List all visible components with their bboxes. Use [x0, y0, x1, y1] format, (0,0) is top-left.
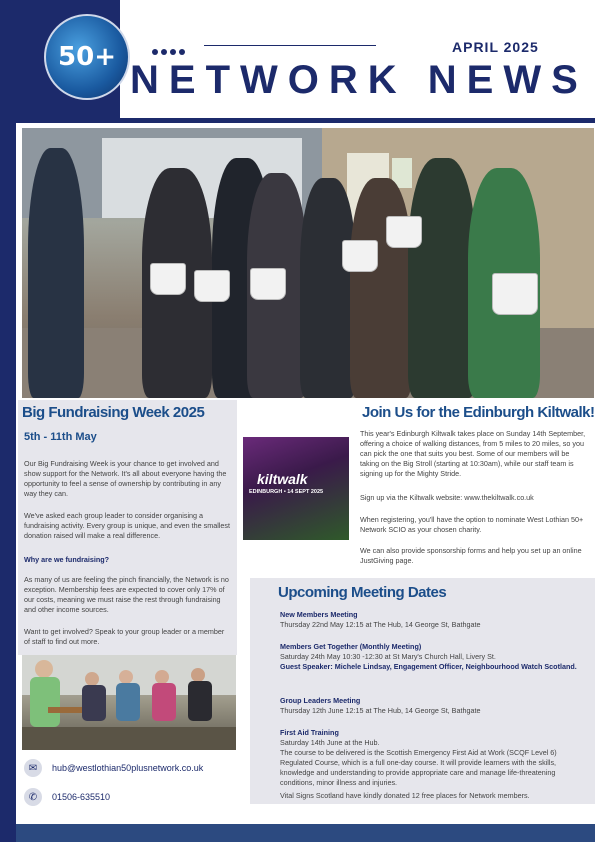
kiltwalk-logo-text: kiltwalk: [257, 471, 308, 487]
fundraising-paragraph-3: As many of us are feeling the pinch financially, the Network is no exception. Membership fees are expected to cover only 17% of our costs, meaning we must raise the rest through fundraising and other income sources.: [24, 575, 229, 614]
meeting-1-detail: Thursday 22nd May 12:15 at The Hub, 14 George St, Bathgate: [280, 620, 481, 629]
kiltwalk-signup: Sign up via the Kiltwalk website: www.thekiltwalk.co.uk: [360, 493, 534, 502]
phone-icon: ✆: [24, 788, 42, 806]
ukulele-group-photo: [22, 655, 236, 750]
contact-phone[interactable]: 01506-635510: [52, 792, 111, 802]
envelope-icon: ✉: [24, 759, 42, 777]
fundraising-paragraph-1: Our Big Fundraising Week is your chance to get involved and show support for the Network. It's all about everyone having the opportunity to feel a sense of ownership by contributing in any way they can.: [24, 459, 227, 498]
masthead-title: NETWORK NEWS: [130, 58, 588, 102]
meeting-4-detail: Saturday 14th June at the Hub.: [280, 738, 380, 747]
meeting-3-title: Group Leaders Meeting: [280, 696, 361, 705]
kiltwalk-heading: Join Us for the Edinburgh Kiltwalk!: [362, 404, 595, 421]
meeting-3-detail: Thursday 12th June 12:15 at The Hub, 14 George St, Bathgate: [280, 706, 481, 715]
header-rule: [204, 45, 376, 46]
meeting-2-speaker: Guest Speaker: Michele Lindsay, Engagement Officer, Neighbourhood Watch Scotland.: [280, 662, 577, 671]
logo-text: 50+: [58, 42, 116, 72]
fundraising-paragraph-4: Want to get involved? Speak to your group leader or a member of staff to find out more.: [24, 627, 225, 646]
meetings-heading: Upcoming Meeting Dates: [278, 584, 447, 601]
kiltwalk-image: [243, 437, 349, 540]
meeting-4-title: First Aid Training: [280, 728, 339, 737]
meeting-2-title: Members Get Together (Monthly Meeting): [280, 642, 422, 651]
fundraising-group-photo: [22, 128, 594, 398]
why-fundraising-heading: Why are we fundraising?: [24, 555, 110, 564]
meeting-2-detail: Saturday 24th May 10:30 -12:30 at St Mary's Church Hall, Livery St.: [280, 652, 496, 661]
kiltwalk-paragraph-1: This year's Edinburgh Kiltwalk takes place on Sunday 14th September, offering a choice of walking distances, from 5 miles to 20 miles, so you can pick the one that suits you best. Some of our members will be taking on the Big Stroll (starting at 10:30am), while our staff team is signing up for the Mighty Stride.: [360, 429, 586, 478]
left-sidebar-bar: [0, 0, 16, 842]
fundraising-dates: 5th - 11th May: [24, 431, 97, 443]
meeting-1-title: New Members Meeting: [280, 610, 358, 619]
contact-email[interactable]: hub@westlothian50plusnetwork.co.uk: [52, 763, 204, 773]
network-logo: [44, 14, 130, 100]
footer-bar: [16, 824, 595, 842]
header-divider-bar: [16, 118, 595, 123]
fundraising-paragraph-2: We've asked each group leader to consider organising a fundraising activity. Every group is unique, and even the smallest donation raised will make a real difference.: [24, 511, 231, 540]
meeting-4-note: Vital Signs Scotland have kindly donated 12 free places for Network members.: [280, 791, 530, 800]
kiltwalk-paragraph-3: When registering, you'll have the option to nominate West Lothian 50+ Network SCIO as your chosen charity.: [360, 515, 584, 534]
kiltwalk-image-subtitle: EDINBURGH • 14 SEPT 2025: [249, 489, 324, 495]
kiltwalk-paragraph-4: We can also provide sponsorship forms and help you set up an online JustGiving page.: [360, 546, 582, 565]
meeting-4-body: The course to be delivered is the Scottish Emergency First Aid at Work (SCQF Level 6) Regulated Course, which is a full one-day course. It will provide learners with the skills, knowledge and understanding to provide appropriate care and manage life-threatening conditions, minor illness and injuries.: [280, 748, 557, 787]
logo-panel: [16, 0, 120, 118]
fundraising-heading: Big Fundraising Week 2025: [22, 404, 205, 421]
issue-date: APRIL 2025: [452, 39, 539, 55]
